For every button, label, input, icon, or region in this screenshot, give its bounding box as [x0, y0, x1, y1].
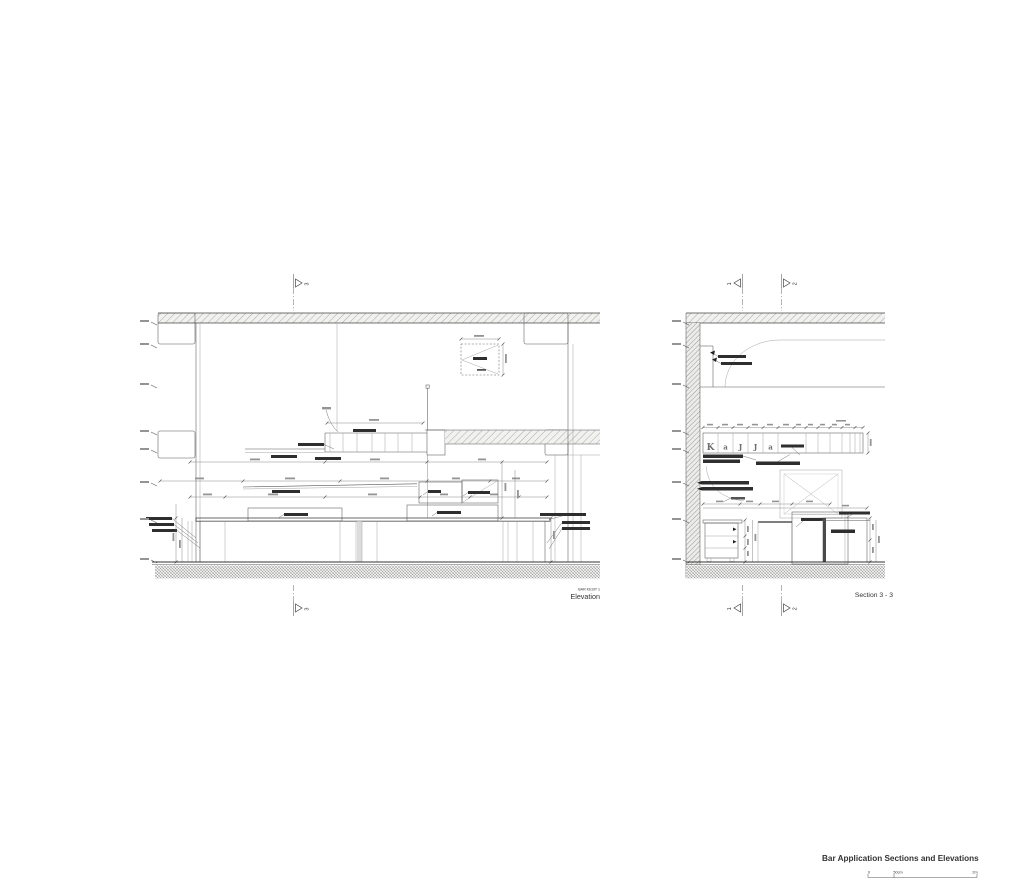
floor-right: [686, 562, 885, 579]
section-cut-marker-2-bottom: [782, 585, 799, 616]
section-marker-number: 3: [304, 282, 311, 286]
bulkhead: [700, 340, 885, 387]
section-cut-marker-3-top: [294, 274, 311, 311]
elevation-title: Elevation: [570, 592, 600, 601]
long-shelf-plank: [243, 484, 417, 493]
mid-shelf: [245, 407, 427, 460]
shelf-letter: J: [753, 442, 758, 452]
section-drawing: [672, 274, 893, 616]
section-marker-number: 2: [792, 282, 799, 286]
shelf-letter: K: [706, 443, 715, 453]
detail-box: [460, 335, 507, 377]
dimension-chains: [159, 459, 549, 520]
section-cut-triangle-icon: [734, 604, 741, 612]
scale-end-label: 2m: [972, 870, 978, 875]
elevation-subtitle: BAR KESIT 1: [578, 587, 600, 592]
title-block: [822, 854, 979, 878]
counter-top-boxes: [248, 505, 498, 521]
section-title: Section 3 - 3: [854, 592, 893, 599]
scale-zero-label: 0: [867, 870, 871, 875]
tall-unit: [792, 512, 848, 564]
section-marker-number: 3: [304, 607, 311, 611]
upper-cabinets: [419, 480, 498, 503]
shelf-letter: a: [723, 442, 728, 452]
counter-labels-right: [540, 513, 590, 564]
section-marker-number: 2: [792, 607, 799, 611]
bar-counter: [188, 518, 550, 562]
section-marker-number: 1: [727, 607, 733, 611]
sheet-title: Bar Application Sections and Elevations: [822, 854, 979, 863]
level-markers-left: [140, 320, 157, 563]
x-brace-panel: [780, 470, 842, 518]
section-cut-marker-3-bottom: [294, 585, 311, 616]
floor-left: [152, 562, 600, 579]
section-cut-triangle-icon: [784, 279, 791, 287]
section-marker-number: 1: [727, 282, 733, 286]
section-cut-triangle-icon: [784, 604, 791, 612]
section-cut-triangle-icon: [296, 604, 303, 612]
scale-mid-label: 50cm: [893, 870, 903, 875]
shelf-dim-numbers: [707, 420, 850, 425]
section-cut-marker-1-top: [727, 274, 743, 311]
shelf-letter: J: [738, 442, 743, 452]
section-wall: [686, 313, 700, 578]
right-counter: [820, 512, 880, 564]
ceiling-slab: [158, 313, 600, 323]
hanging-pole: [426, 385, 429, 518]
elevation-drawing: [140, 274, 600, 616]
section-mid-labels: [697, 481, 869, 510]
section-cut-triangle-icon: [296, 279, 303, 287]
section-cut-triangle-icon: [734, 279, 741, 287]
section-cut-marker-2-top: [782, 274, 799, 311]
scale-bar: [868, 871, 978, 878]
section-cut-marker-1-bottom: [727, 585, 743, 616]
shelf-letter: a: [768, 442, 773, 452]
column-capitals: [158, 313, 600, 458]
drawer-cabinet: [703, 519, 756, 564]
section-slab: [686, 313, 885, 323]
middle-counter: [758, 522, 792, 562]
